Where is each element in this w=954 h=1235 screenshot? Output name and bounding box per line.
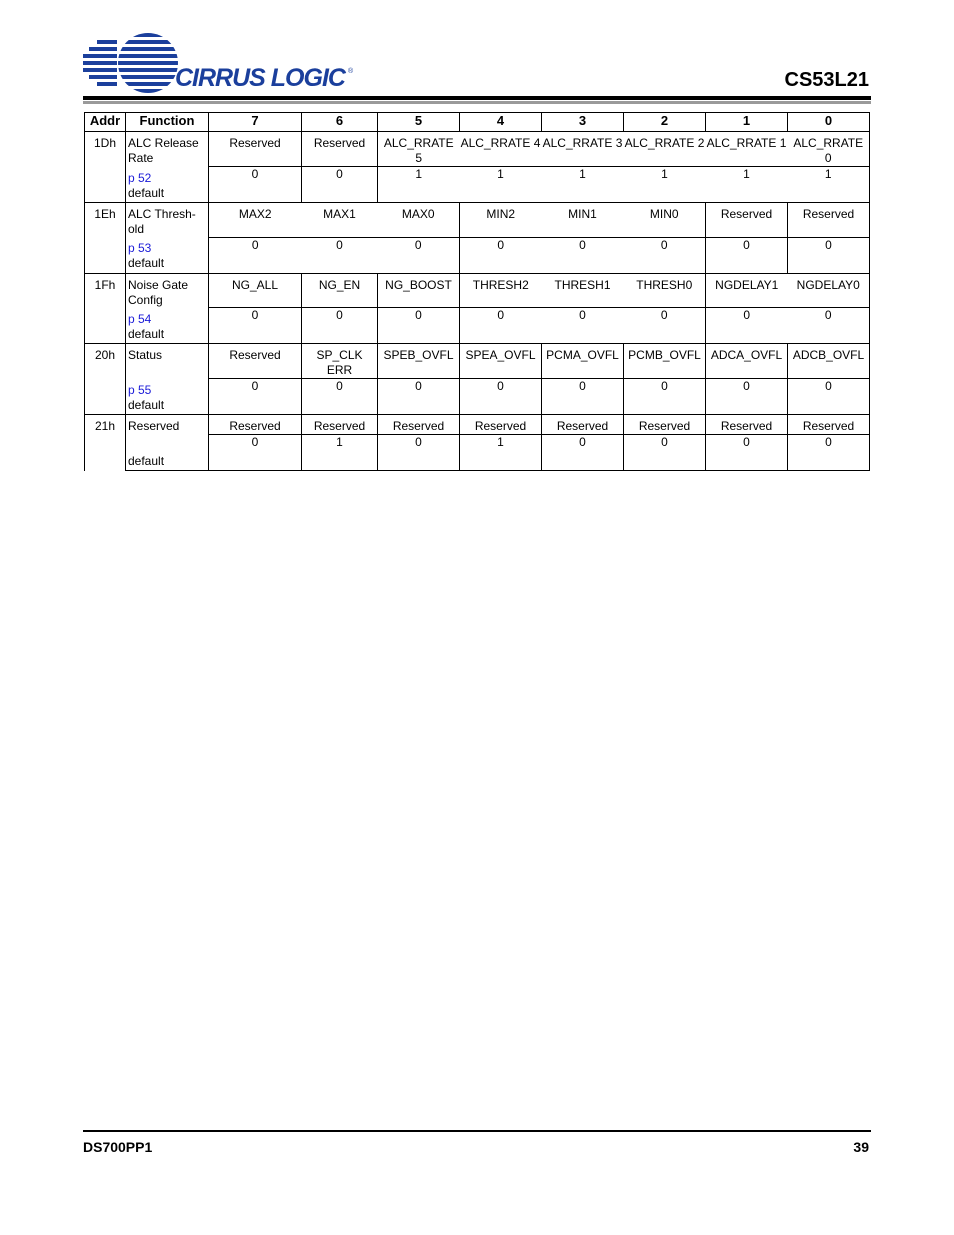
bit-default: 1 xyxy=(542,167,624,203)
bit-name: NGDELAY0 xyxy=(788,273,870,308)
register-address: 20h xyxy=(85,344,126,415)
bit-default: 0 xyxy=(788,308,870,344)
register-page-cell xyxy=(126,237,209,273)
bit-default: 0 xyxy=(788,379,870,415)
bit-name: MIN2 xyxy=(460,203,542,238)
bit-name: ALC_RRATE 4 xyxy=(460,132,542,167)
bit-default: 0 xyxy=(209,379,302,415)
page-link[interactable]: p 54 xyxy=(128,311,152,326)
default-label: default xyxy=(128,256,165,270)
bit-default: 0 xyxy=(209,167,302,203)
bit-name: Reserved xyxy=(460,415,542,435)
bit-default: 1 xyxy=(460,435,542,471)
bit-name: Reserved xyxy=(542,415,624,435)
bit-name: ALC_RRATE 5 xyxy=(378,132,460,167)
bit-default: 0 xyxy=(624,308,706,344)
bit-name: NG_EN xyxy=(302,273,378,308)
table-row xyxy=(85,415,870,435)
register-page-cell xyxy=(126,379,209,415)
bit-name: MIN0 xyxy=(624,203,706,238)
table-row-defaults xyxy=(85,379,870,415)
page-link[interactable]: p 55 xyxy=(128,382,152,397)
bit-default: 0 xyxy=(209,435,302,471)
bit-default: 0 xyxy=(460,308,542,344)
table-row xyxy=(85,273,870,308)
bit-default: 0 xyxy=(542,308,624,344)
bit-default: 1 xyxy=(706,167,788,203)
bit-name: NG_ALL xyxy=(209,273,302,308)
bit-default: 0 xyxy=(378,237,460,273)
bit-name: ADCB_OVFL xyxy=(788,344,870,379)
bit-name: Reserved xyxy=(788,203,870,238)
bit-default: 1 xyxy=(460,167,542,203)
bit-default: 0 xyxy=(624,435,706,471)
register-function: Status xyxy=(126,344,209,379)
brand-wordmark: CIRRUS LOGIC xyxy=(175,64,345,92)
column-header: 0 xyxy=(788,113,870,132)
table-row xyxy=(85,344,870,379)
table-row xyxy=(85,132,870,167)
bit-name: MAX0 xyxy=(378,203,460,238)
bit-default: 0 xyxy=(302,167,378,203)
bit-name: MIN1 xyxy=(542,203,624,238)
header-rule-shadow xyxy=(83,101,871,104)
bit-name: SPEA_OVFL xyxy=(460,344,542,379)
register-function: Reserved xyxy=(126,415,209,435)
bit-default: 0 xyxy=(209,308,302,344)
bit-name: PCMB_OVFL xyxy=(624,344,706,379)
bit-name: Reserved xyxy=(706,203,788,238)
column-header: Function xyxy=(126,113,209,132)
bit-name: Reserved xyxy=(378,415,460,435)
bit-name: Reserved xyxy=(209,344,302,379)
bit-name: Reserved xyxy=(624,415,706,435)
register-address: 1Fh xyxy=(85,273,126,344)
table-row-defaults xyxy=(85,308,870,344)
column-header: Addr xyxy=(85,113,126,132)
bit-default: 0 xyxy=(706,435,788,471)
bit-default: 0 xyxy=(706,237,788,273)
page-number: 39 xyxy=(853,1139,869,1155)
column-header: 6 xyxy=(302,113,378,132)
register-function: ALC Thresh-old xyxy=(126,203,209,238)
register-function: ALC Release Rate xyxy=(126,132,209,167)
bit-default: 0 xyxy=(302,379,378,415)
bit-name: THRESH1 xyxy=(542,273,624,308)
register-address: 21h xyxy=(85,415,126,471)
bit-name: MAX2 xyxy=(209,203,302,238)
bit-name: Reserved xyxy=(209,132,302,167)
bit-default: 0 xyxy=(460,379,542,415)
bit-default: 0 xyxy=(706,379,788,415)
document-title: CS53L21 xyxy=(784,69,869,91)
bit-default: 0 xyxy=(624,237,706,273)
table-header-row xyxy=(85,113,870,132)
column-header: 2 xyxy=(624,113,706,132)
column-header: 4 xyxy=(460,113,542,132)
register-page-cell xyxy=(126,435,209,471)
bit-default: 0 xyxy=(542,237,624,273)
table-row-defaults xyxy=(85,435,870,471)
bit-default: 0 xyxy=(624,379,706,415)
bit-name: ALC_RRATE 0 xyxy=(788,132,870,167)
register-page-cell xyxy=(126,167,209,203)
bit-name: SPEB_OVFL xyxy=(378,344,460,379)
bit-default: 0 xyxy=(788,237,870,273)
footer-rule xyxy=(83,1130,871,1132)
table-row-defaults xyxy=(85,237,870,273)
bit-name: PCMA_OVFL xyxy=(542,344,624,379)
register-page-cell xyxy=(126,308,209,344)
table-row-defaults xyxy=(85,167,870,203)
bit-default: 0 xyxy=(302,308,378,344)
bit-default: 0 xyxy=(460,237,542,273)
column-header: 5 xyxy=(378,113,460,132)
bit-default: 0 xyxy=(378,435,460,471)
register-address: 1Dh xyxy=(85,132,126,203)
bit-default: 0 xyxy=(378,379,460,415)
page-link[interactable]: p 53 xyxy=(128,241,152,255)
register-address: 1Eh xyxy=(85,203,126,274)
bit-name: Reserved xyxy=(302,415,378,435)
bit-default: 1 xyxy=(378,167,460,203)
header-rule xyxy=(83,96,871,100)
bit-default: 0 xyxy=(302,237,378,273)
bit-name: ALC_RRATE 3 xyxy=(542,132,624,167)
column-header: 1 xyxy=(706,113,788,132)
bit-default: 0 xyxy=(706,308,788,344)
register-map-table xyxy=(84,112,870,471)
bit-name: THRESH0 xyxy=(624,273,706,308)
column-header: 7 xyxy=(209,113,302,132)
column-header: 3 xyxy=(542,113,624,132)
document-id: DS700PP1 xyxy=(83,1139,153,1155)
bit-name: NGDELAY1 xyxy=(706,273,788,308)
bit-name: NG_BOOST xyxy=(378,273,460,308)
bit-name: SP_CLK ERR xyxy=(302,344,378,379)
register-function: Noise Gate Config xyxy=(126,273,209,308)
table-row xyxy=(85,203,870,238)
bit-default: 1 xyxy=(302,435,378,471)
brand-registered-mark: ® xyxy=(348,68,354,75)
bit-name: Reserved xyxy=(788,415,870,435)
bit-default: 0 xyxy=(209,237,302,273)
bit-name: Reserved xyxy=(706,415,788,435)
bit-name: Reserved xyxy=(209,415,302,435)
bit-default: 0 xyxy=(542,379,624,415)
bit-name: Reserved xyxy=(302,132,378,167)
page-link[interactable]: p 52 xyxy=(128,170,152,185)
default-label: default xyxy=(128,397,165,412)
bit-name: ALC_RRATE 2 xyxy=(624,132,706,167)
bit-name: THRESH2 xyxy=(460,273,542,308)
bit-default: 1 xyxy=(624,167,706,203)
bit-name: ADCA_OVFL xyxy=(706,344,788,379)
bit-default: 1 xyxy=(788,167,870,203)
bit-name: ALC_RRATE 1 xyxy=(706,132,788,167)
default-label: default xyxy=(128,453,165,468)
bit-default: 0 xyxy=(378,308,460,344)
default-label: default xyxy=(128,326,165,341)
bit-name: MAX1 xyxy=(302,203,378,238)
bit-default: 0 xyxy=(542,435,624,471)
default-label: default xyxy=(128,185,165,200)
bit-default: 0 xyxy=(788,435,870,471)
